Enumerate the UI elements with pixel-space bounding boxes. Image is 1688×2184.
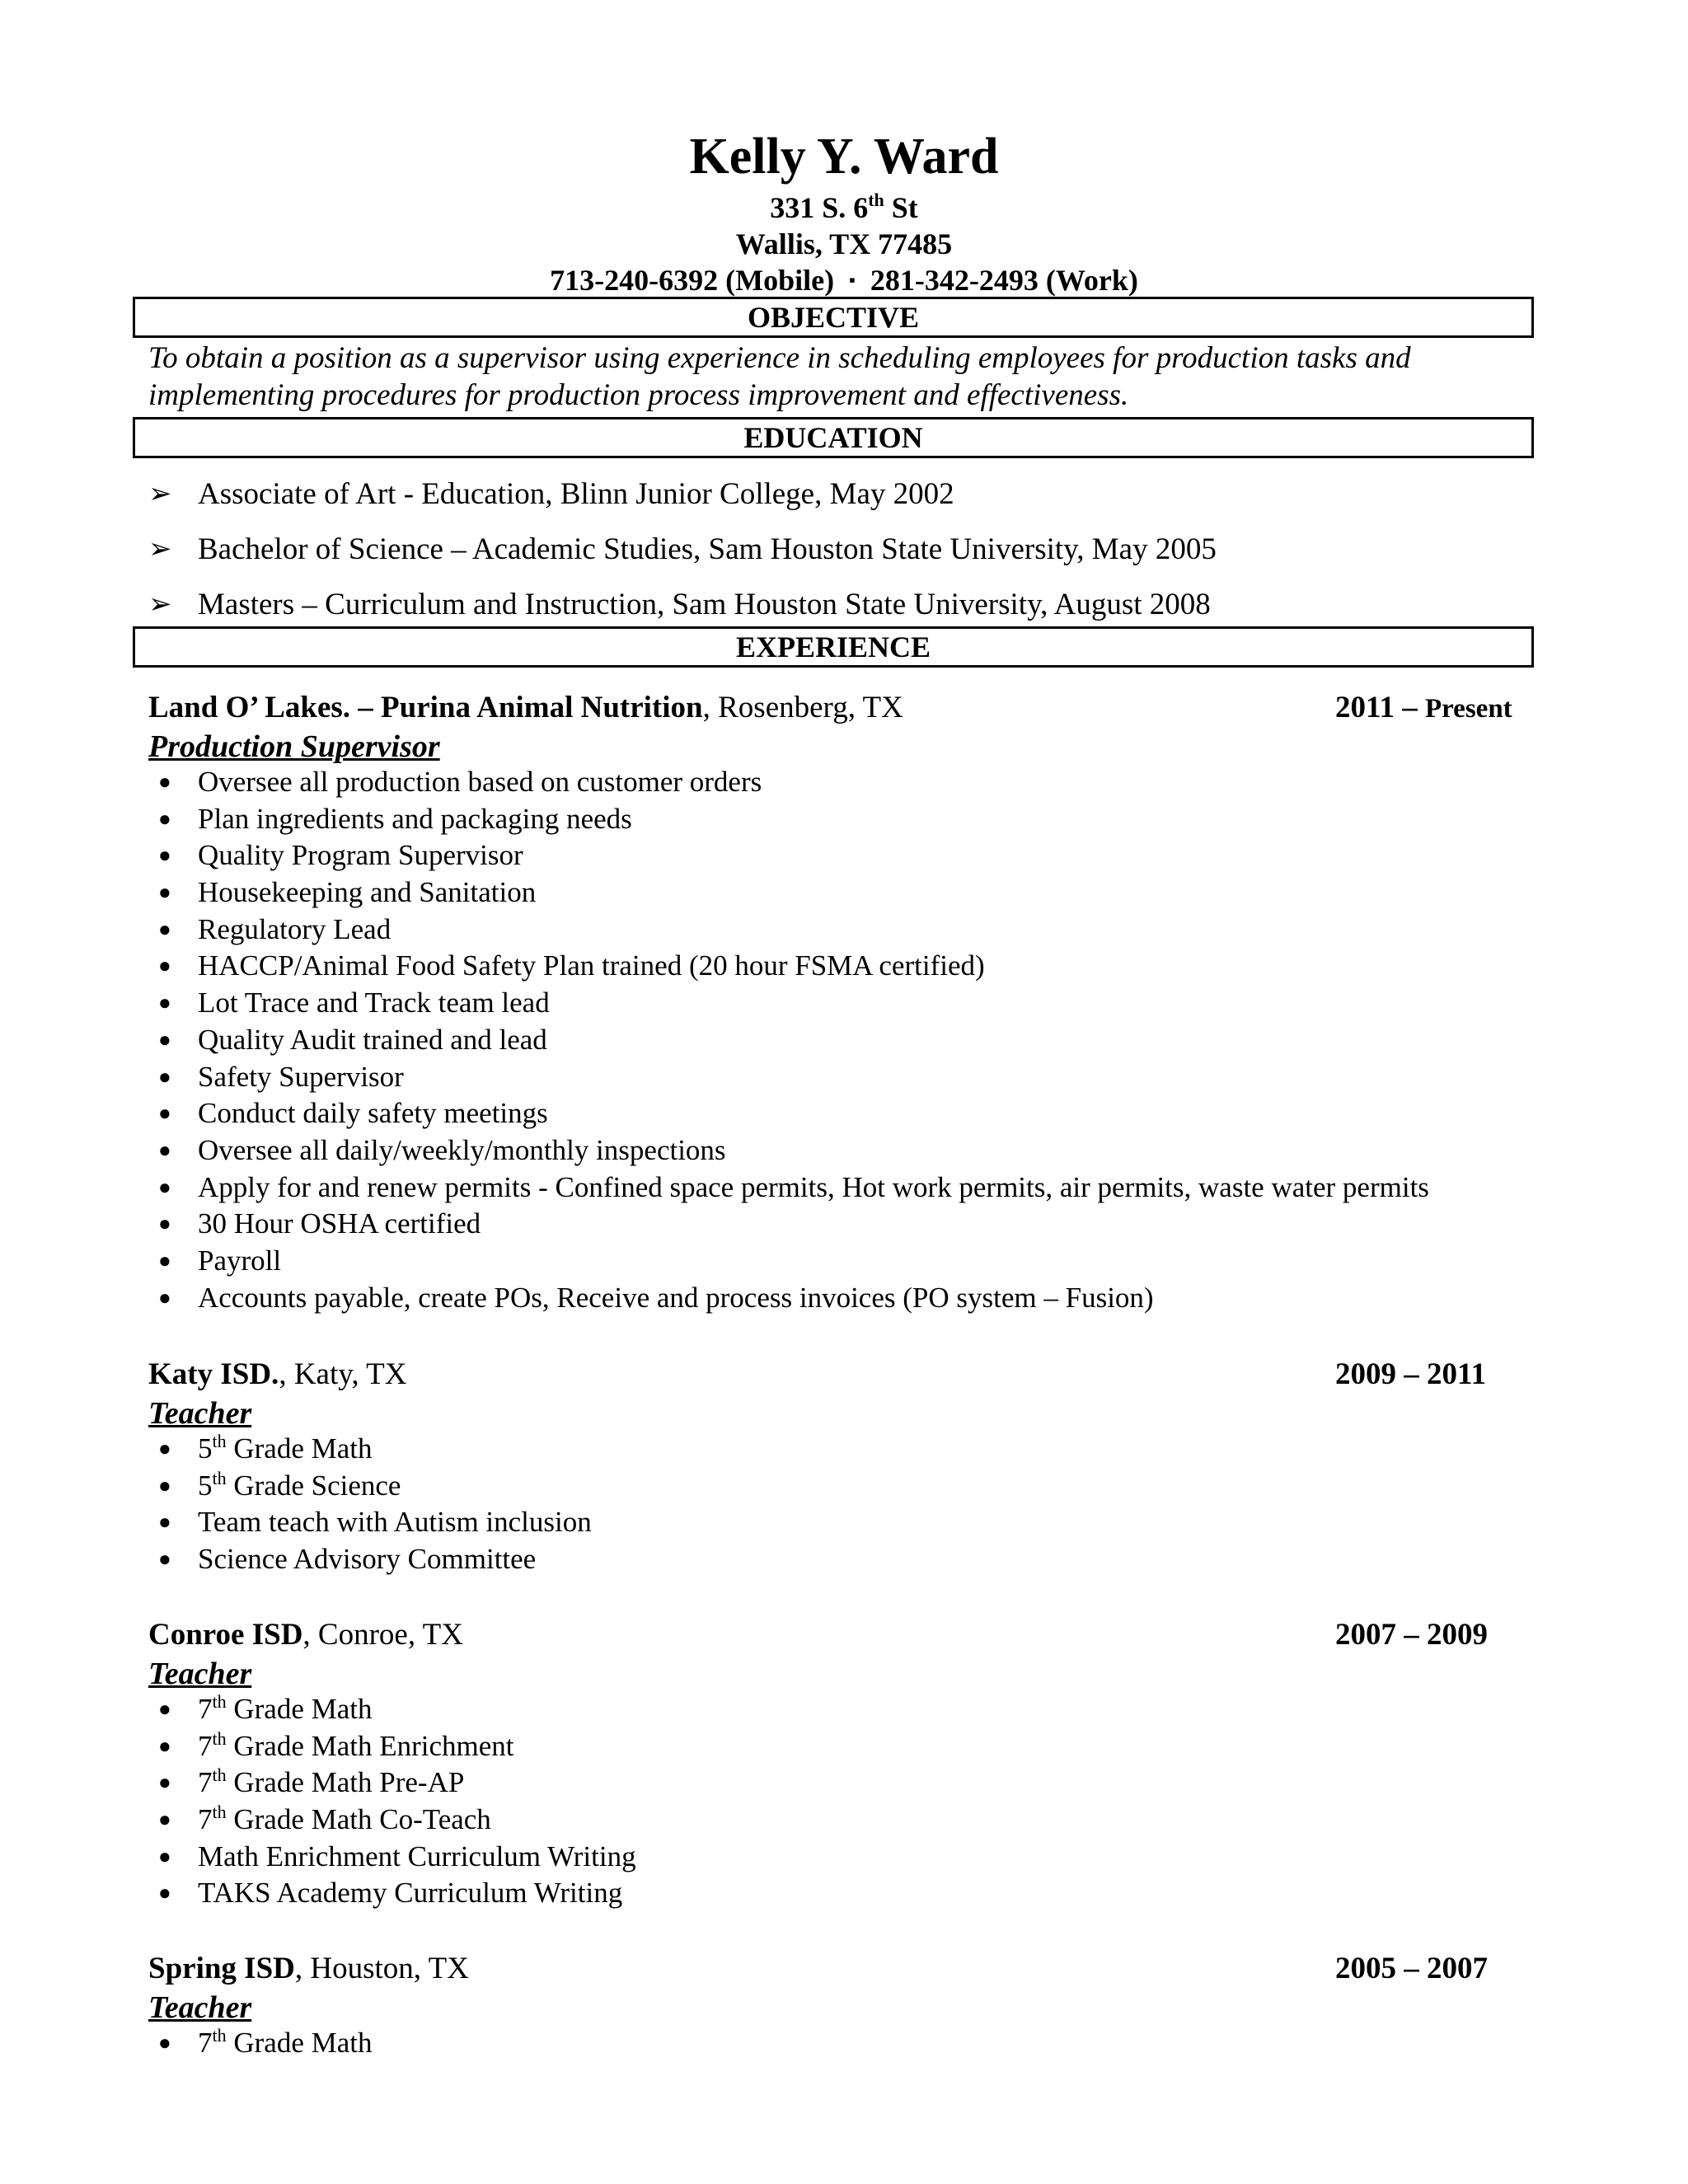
list-item: ● 5th Grade Math (148, 1431, 1541, 1468)
list-item: ● TAKS Academy Curriculum Writing (148, 1875, 1541, 1912)
education-item: ➢ Masters – Curriculum and Instruction, Sam Houston State University, August 2008 (148, 585, 1541, 640)
bullet-icon: ● (158, 954, 171, 978)
bullet-icon: ● (158, 770, 171, 794)
education-item: ➢ Associate of Art - Education, Blinn Junior College, May 2002 (148, 475, 1541, 530)
bullet-icon: ● (158, 1733, 171, 1758)
resume-header (0, 124, 1688, 298)
job-dates: 2005 – 2007 (1335, 1952, 1488, 1985)
bullet-icon: ● (158, 1770, 171, 1795)
list-item: ● Oversee all production based on customer orders (148, 764, 1541, 801)
address-number: 331 S. 6 (770, 191, 869, 224)
job-duties (148, 764, 1541, 1316)
list-item: ● 7th Grade Math Enrichment (148, 1728, 1541, 1765)
company-name: Land O’ Lakes. – Purina Animal Nutrition (148, 691, 703, 724)
list-item: ● Oversee all daily/weekly/monthly inspections (148, 1132, 1541, 1169)
education-item: ➢ Bachelor of Science – Academic Studies, Sam Houston State University, May 2005 (148, 530, 1541, 585)
list-item: ● 7th Grade Math (148, 1691, 1541, 1728)
bullet-icon: ● (158, 1212, 171, 1236)
bullet-icon: ● (158, 1807, 171, 1832)
job-header (148, 1615, 1541, 1655)
address-street: St (884, 191, 918, 224)
list-item: ● Payroll (148, 1243, 1541, 1280)
bullet-icon: ● (158, 1174, 171, 1199)
list-item: ● Quality Program Supervisor (148, 837, 1541, 874)
job-location: , Conroe, TX (302, 1618, 463, 1652)
bullet-icon: ● (158, 916, 171, 941)
job-title: Teacher (148, 1657, 252, 1691)
list-item: ● Conduct daily safety meetings (148, 1095, 1541, 1132)
list-item: ● Apply for and renew permits - Confined space permits, Hot work permits, air permits, waste water permits (148, 1169, 1541, 1207)
bullet-icon: ● (158, 1697, 171, 1721)
list-item: ● Safety Supervisor (148, 1059, 1541, 1096)
bullet-icon: ● (158, 1064, 171, 1089)
job-header (148, 1949, 1541, 1989)
company-name: Spring ISD (148, 1952, 295, 1985)
list-item: ● HACCP/Animal Food Safety Plan trained (20 hour FSMA certified) (148, 948, 1541, 985)
bullet-icon: ● (158, 991, 171, 1015)
list-item: ● Housekeeping and Sanitation (148, 874, 1541, 912)
job-header (148, 688, 1541, 728)
phone-line (0, 262, 1688, 298)
bullet-icon: ● (158, 1137, 171, 1162)
education-list (148, 475, 1541, 640)
arrow-bullet-icon: ➢ (148, 479, 172, 509)
job-dates: 2011 – Present (1335, 691, 1512, 724)
list-item: ● 30 Hour OSHA certified (148, 1206, 1541, 1243)
list-item: ● Plan ingredients and packaging needs (148, 801, 1541, 838)
bullet-icon: ● (158, 1101, 171, 1126)
job-entry (148, 688, 1541, 1316)
bullet-icon: ● (158, 1473, 171, 1497)
experience-heading: EXPERIENCE (133, 626, 1534, 668)
job-dates: 2009 – 2011 (1335, 1357, 1486, 1391)
list-item: ● 7th Grade Math Co-Teach (148, 1802, 1541, 1839)
bullet-icon: ● (158, 2031, 171, 2055)
job-header (148, 1355, 1541, 1394)
work-phone: 281-342-2493 (Work) (870, 264, 1138, 297)
address-ordinal: th (868, 190, 884, 210)
applicant-name: Kelly Y. Ward (689, 129, 999, 185)
job-location: , Katy, TX (279, 1357, 407, 1391)
objective-heading: OBJECTIVE (133, 297, 1534, 338)
list-item: ● 5th Grade Science (148, 1468, 1541, 1505)
mobile-phone: 713-240-6392 (Mobile) (550, 264, 835, 297)
list-item: ● Math Enrichment Curriculum Writing (148, 1839, 1541, 1876)
job-entry (148, 1949, 1541, 2062)
education-heading: EDUCATION (133, 417, 1534, 458)
list-item: ● Quality Audit trained and lead (148, 1022, 1541, 1059)
job-location: , Rosenberg, TX (702, 691, 903, 724)
street-address (0, 190, 1688, 226)
arrow-bullet-icon: ➢ (148, 534, 172, 565)
bullet-icon: ● (158, 806, 171, 831)
list-item: ● Accounts payable, create POs, Receive and process invoices (PO system – Fusion) (148, 1280, 1541, 1317)
bullet-icon: ● (158, 1436, 171, 1460)
bullet-icon: ● (158, 1510, 171, 1535)
job-title: Teacher (148, 1396, 252, 1431)
list-item: ● 7th Grade Math (148, 2025, 1541, 2062)
job-duties (148, 2025, 1541, 2062)
job-duties (148, 1431, 1541, 1578)
company-name: Conroe ISD (148, 1618, 303, 1652)
job-duties (148, 1691, 1541, 1912)
bullet-icon: ● (158, 843, 171, 868)
bullet-icon: ● (158, 880, 171, 905)
job-entry (148, 1615, 1541, 1912)
city-state-zip: Wallis, TX 77485 (735, 227, 953, 260)
job-location: , Houston, TX (294, 1952, 469, 1985)
job-title: Production Supervisor (148, 729, 440, 764)
bullet-icon: ● (158, 1248, 171, 1272)
job-title: Teacher (148, 1990, 252, 2025)
arrow-bullet-icon: ➢ (148, 589, 172, 620)
bullet-icon: ● (158, 1027, 171, 1052)
company-name: Katy ISD. (148, 1357, 279, 1391)
objective-text: To obtain a position as a supervisor using experience in scheduling employees for production tasks and implementing procedures for production process improvement and effectiveness. (148, 341, 1411, 412)
list-item: ● Science Advisory Committee (148, 1541, 1541, 1578)
job-dates: 2007 – 2009 (1335, 1618, 1488, 1652)
job-entry (148, 1355, 1541, 1578)
bullet-icon: ● (158, 1881, 171, 1905)
bullet-icon: ● (158, 1285, 171, 1310)
bullet-icon: ● (158, 1547, 171, 1572)
list-item: ● Lot Trace and Track team lead (148, 985, 1541, 1022)
list-item: ● Team teach with Autism inclusion (148, 1504, 1541, 1541)
list-item: ● 7th Grade Math Pre-AP (148, 1765, 1541, 1802)
square-bullet-icon: ▪ (849, 269, 856, 290)
bullet-icon: ● (158, 1844, 171, 1868)
list-item: ● Regulatory Lead (148, 912, 1541, 949)
